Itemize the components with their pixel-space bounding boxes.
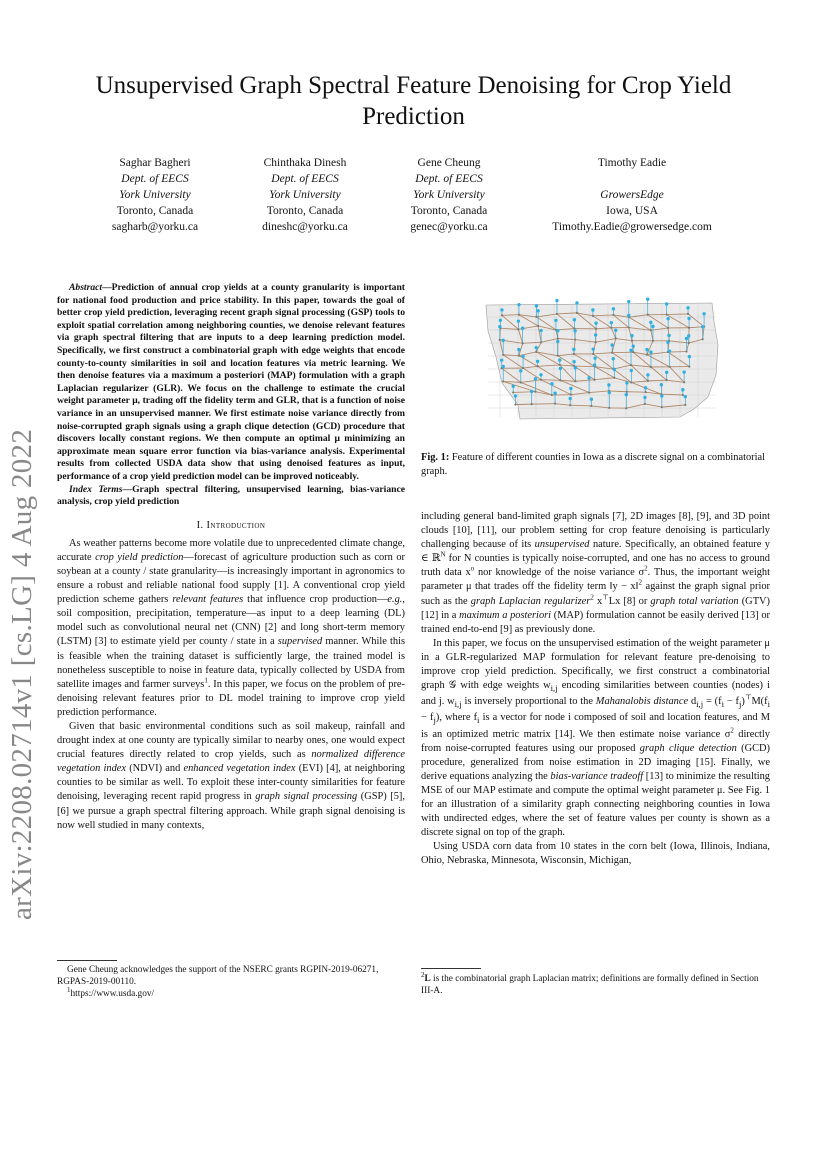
author-affiliation: York University xyxy=(269,189,341,201)
graph-vertex xyxy=(650,366,652,368)
graph-vertex xyxy=(647,380,649,382)
signal-node xyxy=(501,339,504,342)
signal-node xyxy=(530,390,533,393)
author-block-3 xyxy=(392,155,506,235)
author-name: Saghar Bagheri xyxy=(119,157,191,169)
signal-node xyxy=(686,306,689,309)
graph-vertex xyxy=(628,326,630,328)
graph-vertex xyxy=(630,364,632,366)
graph-vertex xyxy=(531,403,533,405)
signal-node xyxy=(684,395,687,398)
graph-vertex xyxy=(646,354,648,356)
signal-node xyxy=(625,393,628,396)
signal-node xyxy=(665,302,668,305)
author-name: Gene Cheung xyxy=(417,157,481,169)
signal-node xyxy=(688,355,691,358)
graph-vertex xyxy=(514,404,516,406)
graph-vertex xyxy=(652,340,654,342)
graph-vertex xyxy=(688,365,690,367)
graph-vertex xyxy=(647,314,649,316)
signal-node xyxy=(668,349,671,352)
author-block-1 xyxy=(95,155,215,235)
signal-node xyxy=(573,318,576,321)
graph-vertex xyxy=(592,315,594,317)
section-heading: I. Introduction xyxy=(196,519,266,531)
author-email: dineshc@yorku.ca xyxy=(262,221,348,233)
right-paragraph-2: In this paper, we focus on the unsupervised estimation of the weight parameter μ in a GLR-regularized MAP formulation for relevant feature pre-denoising to improve crop yield prediction. Specifically, we first construct a combinatorial graph 𝒢 with edge weights $w_{i,j}$ encoding similarities between counties (nodes) i and j. $w_{i,j}$ is inversely proportional to the Mahanalobis distance $d_{i,j} = (f_i - f_j)^⊤M(f_i - f_j)$, where $f_i$ is a vector for node i composed of soil and location features, and M is an optimized metric matrix [14]. We then estimate noise variance $\sigma^2$ directly from noise-corrupted features using our proposed graph clique detection (GCD) procedure, generalized from noise estimation in 2D imaging [15]. Finally, we derive equations analyzing the bias-variance tradeoff [13] to minimize the resulting MSE of our MAP estimate and compute the optimal weight parameter μ. See Fig. 1 for an illustration of a similarity graph connecting neighboring counties in Iowa with undirected edges, where the set of feature values per county is shown as a discrete signal on top of the graph. xyxy=(421,637,771,839)
graph-vertex xyxy=(682,394,684,396)
signal-node xyxy=(539,373,542,376)
author-email: genec@yorku.ca xyxy=(410,221,488,233)
signal-node xyxy=(625,381,628,384)
graph-vertex xyxy=(517,328,519,330)
signal-node xyxy=(594,333,597,336)
signal-node xyxy=(555,299,558,302)
signal-node xyxy=(500,308,503,311)
graph-vertex xyxy=(702,338,704,340)
graph-vertex xyxy=(666,379,668,381)
figure-caption-text: Feature of different counties in Iowa as a discrete signal on a combinatorial graph. xyxy=(421,452,766,477)
signal-node xyxy=(554,319,557,322)
signal-node xyxy=(535,304,538,307)
signal-node xyxy=(535,346,538,349)
graph-vertex xyxy=(522,342,524,344)
signal-node xyxy=(568,397,571,400)
signal-node xyxy=(612,357,615,360)
graph-vertex xyxy=(522,367,524,369)
signal-node xyxy=(587,376,590,379)
intro-paragraph-2: Given that basic environmental conditions such as soil makeup, rainfall and drought index at one county are typically similar to nearby ones, one would expect crucial features directly related to crop yields, such as normalized difference vegetation index (NDVI) and enhanced vegetation index (EVI) [4], at neighboring counties to be similar as well. To exploit these inter-county similarities for feature denoising, leveraging recent rapid progress in graph signal processing (GSP) [5], [6] we pursue a graph spectral filtering approach. While graph signal denoising is now well studied in many contexts, xyxy=(57,721,405,831)
signal-node xyxy=(594,321,597,324)
graph-vertex xyxy=(499,339,501,341)
graph-vertex xyxy=(592,353,594,355)
signal-node xyxy=(573,329,576,332)
graph-vertex xyxy=(632,351,634,353)
graph-vertex xyxy=(535,351,537,353)
author-email: sagharb@yorku.ca xyxy=(111,221,199,233)
graph-vertex xyxy=(685,350,687,352)
abstract-lead: Abstract xyxy=(69,282,103,293)
signal-node xyxy=(643,396,646,399)
signal-node xyxy=(681,388,684,391)
signal-node xyxy=(610,343,613,346)
acknowledgment: Gene Cheung acknowledges the support of the NSERC grants RGPIN-2019-06271, RGPAS-2019-00110. xyxy=(57,965,379,987)
graph-vertex xyxy=(590,405,592,407)
signal-node xyxy=(649,321,652,324)
graph-edge xyxy=(541,380,560,381)
signal-node xyxy=(627,300,630,303)
index-terms-text: —Graph spectral filtering, unsupervised learning, bias-variance analysis, crop yield prediction xyxy=(57,483,405,508)
signal-node xyxy=(517,319,520,322)
signal-node xyxy=(612,307,615,310)
signal-node xyxy=(591,347,594,350)
signal-node xyxy=(500,358,503,361)
signal-node xyxy=(574,366,577,369)
graph-vertex xyxy=(501,314,503,316)
signal-node xyxy=(517,303,520,306)
figure-label: Fig. 1: xyxy=(421,452,450,463)
graph-vertex xyxy=(610,327,612,329)
signal-node xyxy=(645,348,648,351)
graph-vertex xyxy=(687,313,689,315)
signal-node xyxy=(556,340,559,343)
iowa-county-graph-figure xyxy=(480,285,722,435)
signal-node xyxy=(593,363,596,366)
signal-node xyxy=(687,334,690,337)
right-paragraph-1: including general band-limited graph signals [7], 2D images [8], [9], and 3D point clouds [10], [11], our problem setting for crop feature denoising is particularly challenging because of its unsupervised nature. Specifically, an obtained feature y ∈ ℝ$^N$ for N counties is typically noise-corrupted, and one has no access to ground truth data $x^o$ nor knowledge of the noise variance $\sigma^2$. Thus, the important weight parameter μ that trades off the fidelity term ‖y − x‖$^2$ against the graph signal prior such as the graph Laplacian regularizer$^2$ x⊤Lx [8] or graph total variation (GTV) [12] in a maximum a posteriori (MAP) formulation cannot be easily derived [13] or trained end-to-end [9] as previously done. xyxy=(421,511,771,635)
signal-node xyxy=(667,334,670,337)
graph-vertex xyxy=(668,366,670,368)
signal-node xyxy=(646,298,649,301)
graph-vertex xyxy=(595,328,597,330)
graph-vertex xyxy=(650,329,652,331)
graph-vertex xyxy=(535,316,537,318)
graph-vertex xyxy=(573,353,575,355)
graph-vertex xyxy=(557,338,559,340)
signal-node xyxy=(630,334,633,337)
graph-vertex xyxy=(540,379,542,381)
signal-node xyxy=(499,319,502,322)
signal-node xyxy=(702,312,705,315)
graph-vertex xyxy=(554,403,556,405)
graph-vertex xyxy=(540,341,542,343)
signal-node xyxy=(666,317,669,320)
intro-paragraph-1: As weather patterns become more volatile due to unprecedented climate change, accurate crop yield prediction—forecast of agriculture production such as corn or soybean at a county / state granularity—is increasingly important in agronomics to ensure a robust and reliable national food supply [1]. A conventional crop yield prediction scheme gathers relevant features that influence crop production—e.g., soil composition, precipitation, temperature—as input to a deep learning (DL) model such as convolutional neural net (CNN) [2] and long short-term memory (LSTM) [3] to estimate yield per county / state in a supervised manner. While this is feasible when the training dataset is sufficiently large, the trained model is nonetheless susceptible to noise in feature data, typically collected by USDA from satellite images and farmer surveys$^1$. In this paper, we focus on the problem of pre-denoising relevant features prior to DL model training to improve crop yield prediction performance. xyxy=(57,537,406,718)
signal-node xyxy=(590,398,593,401)
signal-node xyxy=(685,337,688,340)
graph-vertex xyxy=(688,327,690,329)
signal-node xyxy=(649,350,652,353)
signal-node xyxy=(521,355,524,358)
signal-node xyxy=(558,358,561,361)
graph-vertex xyxy=(551,394,553,396)
signal-node xyxy=(666,341,669,344)
abstract xyxy=(57,282,405,484)
author-dept xyxy=(536,171,728,187)
figure-caption xyxy=(421,451,770,479)
signal-node xyxy=(687,317,690,320)
graph-vertex xyxy=(593,379,595,381)
graph-vertex xyxy=(569,404,571,406)
graph-vertex xyxy=(574,338,576,340)
index-terms-lead: Index Terms xyxy=(69,483,123,495)
graph-vertex xyxy=(537,325,539,327)
graph-vertex xyxy=(615,337,617,339)
signal-node xyxy=(569,387,572,390)
index-terms xyxy=(57,484,405,509)
signal-node xyxy=(665,371,668,374)
signal-node xyxy=(534,377,537,380)
graph-vertex xyxy=(684,404,686,406)
right-column xyxy=(421,510,770,869)
author-dept: Dept. of EECS xyxy=(271,173,339,185)
author-affiliation: York University xyxy=(413,189,485,201)
signal-node xyxy=(608,391,611,394)
signal-node xyxy=(514,394,517,397)
signal-node xyxy=(559,367,562,370)
graph-vertex xyxy=(537,365,539,367)
graph-vertex xyxy=(666,313,668,315)
author-location: Toronto, Canada xyxy=(266,205,344,217)
signal-node xyxy=(660,394,663,397)
paper-title: Unsupervised Graph Spectral Feature Denoising for Crop Yield Prediction xyxy=(95,72,732,130)
signal-node xyxy=(572,360,575,363)
graph-vertex xyxy=(534,391,536,393)
graph-vertex xyxy=(644,403,646,405)
signal-node xyxy=(593,356,596,359)
author-location: Toronto, Canada xyxy=(410,205,488,217)
graph-vertex xyxy=(608,407,610,409)
signal-node xyxy=(610,321,613,324)
signal-node xyxy=(651,325,654,328)
author-name: Timothy Eadie xyxy=(597,157,667,169)
graph-vertex xyxy=(588,391,590,393)
graph-vertex xyxy=(576,312,578,314)
author-dept: Dept. of EECS xyxy=(121,173,189,185)
signal-node xyxy=(646,373,649,376)
signal-node xyxy=(498,325,501,328)
graph-vertex xyxy=(626,391,628,393)
graph-vertex xyxy=(520,381,522,383)
signal-node xyxy=(553,392,556,395)
signal-node xyxy=(632,345,635,348)
arxiv-identifier: arXiv:2208.02714v1 [cs.LG] 4 Aug 2022 xyxy=(6,428,38,920)
signal-node xyxy=(660,383,663,386)
author-block-2 xyxy=(240,155,370,235)
signal-node xyxy=(607,383,610,386)
graph-vertex xyxy=(557,355,559,357)
author-block-4 xyxy=(536,155,728,235)
graph-vertex xyxy=(644,391,646,393)
signal-node xyxy=(701,325,704,328)
signal-node xyxy=(517,348,520,351)
signal-node xyxy=(519,369,522,372)
graph-vertex xyxy=(559,364,561,366)
footnote-1: $^1$https://www.usda.gov/ xyxy=(67,985,155,999)
graph-vertex xyxy=(613,377,615,379)
author-location: Toronto, Canada xyxy=(116,205,194,217)
signal-node xyxy=(629,349,632,352)
graph-edge xyxy=(502,315,519,316)
signal-node xyxy=(536,360,539,363)
graph-vertex xyxy=(502,380,504,382)
author-dept: Dept. of EECS xyxy=(415,173,483,185)
graph-vertex xyxy=(661,406,663,408)
signal-node xyxy=(502,365,505,368)
graph-vertex xyxy=(502,354,504,356)
signal-node xyxy=(572,348,575,351)
graph-vertex xyxy=(631,340,633,342)
signal-node xyxy=(521,327,524,330)
graph-vertex xyxy=(556,313,558,315)
author-affiliation: GrowersEdge xyxy=(600,189,664,201)
signal-node xyxy=(512,385,515,388)
graph-vertex xyxy=(611,352,613,354)
footnote-left xyxy=(57,964,405,1000)
graph-vertex xyxy=(512,391,514,393)
signal-node xyxy=(591,308,594,311)
signal-node xyxy=(536,309,539,312)
right-paragraph-3: Using USDA corn data from 10 states in the corn belt (Iowa, Illinois, Indiana, Ohio, Nebraska, Minnesota, Wisconsin, Michigan, xyxy=(421,841,770,867)
signal-node xyxy=(550,382,553,385)
author-location: Iowa, USA xyxy=(606,205,658,217)
graph-vertex xyxy=(683,381,685,383)
signal-node xyxy=(575,301,578,304)
signal-node xyxy=(556,329,559,332)
signal-node xyxy=(630,369,633,372)
author-name: Chinthaka Dinesh xyxy=(263,157,347,169)
graph-vertex xyxy=(559,379,561,381)
abstract-text: —Prediction of annual crop yields at a county granularity is important for national food production and price stability. In this paper, towards the goal of better crop yield prediction, leveraging recent graph signal processing (GSP) tools to exploit spatial correlation among neighboring counties, we denoise relevant features via graph spectral filtering that are inputs to a deep learning prediction model. Specifically, we first construct a combinatorial graph with edge weights that encode county-to-county similarities in soil and location features via metric learning. We then denoise features via a maximum a posteriori (MAP) formulation with a graph Laplacian regularizer (GLR). We focus on the challenge to estimate the crucial weight parameter μ, trading off the fidelity term and GLR, that is a function of noise variance in an unsupervised manner. We first estimate noise variance directly from noise-corrupted graph signals using a graph clique detection (GCD) procedure that discovers locally constant regions. We then compute an optimal μ minimizing an approximate mean square error function via bias-variance analysis. Experimental results from collected USDA data show that using denoised features as input, performance of a crop yield prediction model can be improved noticeably. xyxy=(57,282,405,482)
footnote-divider-right xyxy=(421,968,481,969)
left-column xyxy=(57,282,405,833)
graph-vertex xyxy=(518,314,520,316)
signal-node xyxy=(614,329,617,332)
graph-vertex xyxy=(570,394,572,396)
graph-vertex xyxy=(630,381,632,383)
footnote-right: $^2$L is the combinatorial graph Laplacian matrix; definitions are formally defined in Section III-A. xyxy=(421,970,759,996)
footnote-divider xyxy=(57,960,117,961)
signal-node xyxy=(682,370,685,373)
graph-vertex xyxy=(612,314,614,316)
author-affiliation: York University xyxy=(119,189,191,201)
graph-vertex xyxy=(667,327,669,329)
graph-vertex xyxy=(574,380,576,382)
graph-vertex xyxy=(518,355,520,357)
graph-vertex xyxy=(625,407,627,409)
author-email: Timothy.Eadie@growersedge.com xyxy=(552,221,712,233)
graph-vertex xyxy=(688,342,690,344)
signal-node xyxy=(539,329,542,332)
graph-vertex xyxy=(595,341,597,343)
signal-node xyxy=(627,314,630,317)
signal-node xyxy=(644,386,647,389)
signal-node xyxy=(613,368,616,371)
